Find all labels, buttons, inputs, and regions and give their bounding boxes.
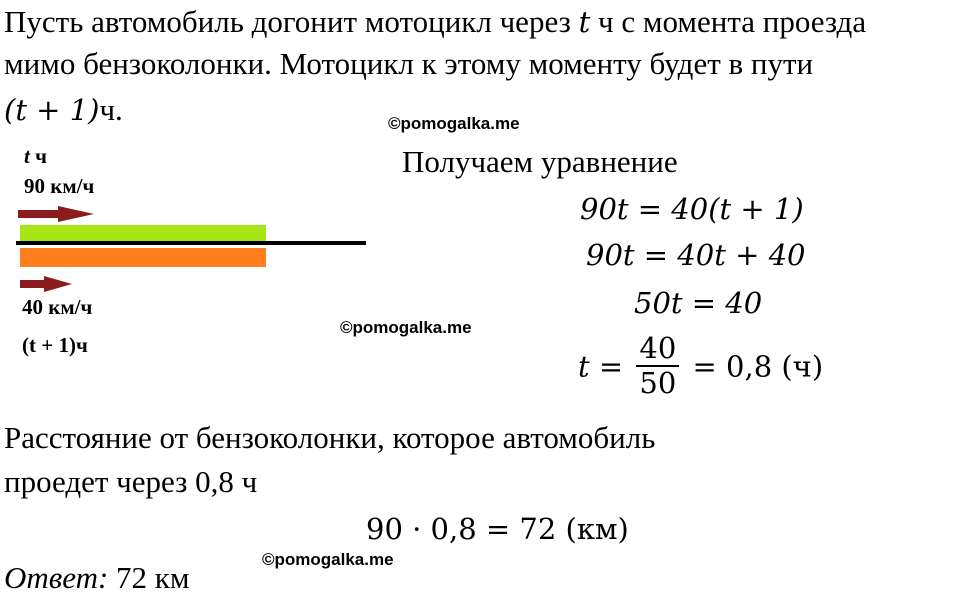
answer	[4, 562, 189, 593]
equation-1: 90t = 40(t + 1)	[580, 192, 804, 226]
diagram-bottom-speed-label: 40 км/ч	[22, 295, 93, 319]
fraction-numerator: 40	[636, 332, 679, 367]
distance-line-1: Расстояние от бензоколонки, которое автомобиль	[4, 420, 656, 455]
intro-line-3: (t + 1)ч.	[4, 92, 123, 127]
equation-4: t = $\frac{40}{50}$ = 0,8 (ч)	[578, 331, 824, 401]
fraction-denominator: 50	[639, 366, 677, 401]
motion-diagram	[0, 200, 380, 310]
distance-calculation: 90 · 0,8 = 72 (км)	[366, 512, 629, 546]
watermark: ©pomogalka.me	[388, 114, 520, 133]
equation-3: 50t = 40	[634, 286, 763, 320]
diagram-bottom-time-label: (t + 1)ч	[22, 333, 88, 357]
equation-2: 90t = 40t + 40	[586, 238, 806, 272]
moto-distance-bar	[20, 248, 266, 267]
car-arrow-icon	[18, 206, 94, 222]
equation-heading: Получаем уравнение	[402, 144, 678, 179]
answer-label: Ответ:	[4, 560, 109, 595]
intro-line-2: мимо бензоколонки. Мотоцикл к этому моменту будет в пути	[4, 46, 814, 81]
moto-arrow-icon	[20, 276, 72, 292]
distance-line-2: проедет через 0,8 ч	[4, 464, 258, 499]
expression-t-plus-1: (t + 1)	[4, 93, 100, 127]
diagram-top-speed-label: 90 км/ч	[24, 174, 95, 198]
fraction	[636, 332, 679, 401]
road-line	[16, 241, 366, 245]
watermark: ©pomogalka.me	[262, 550, 394, 569]
watermark: ©pomogalka.me	[340, 318, 472, 337]
diagram-top-time-label: t ч	[24, 144, 47, 168]
car-distance-bar	[20, 225, 266, 241]
intro-line-1: Пусть автомобиль догонит мотоцикл через t ч с момента проезда	[4, 4, 867, 39]
answer-value: 72 км	[116, 560, 190, 595]
variable-t: t	[578, 5, 591, 39]
